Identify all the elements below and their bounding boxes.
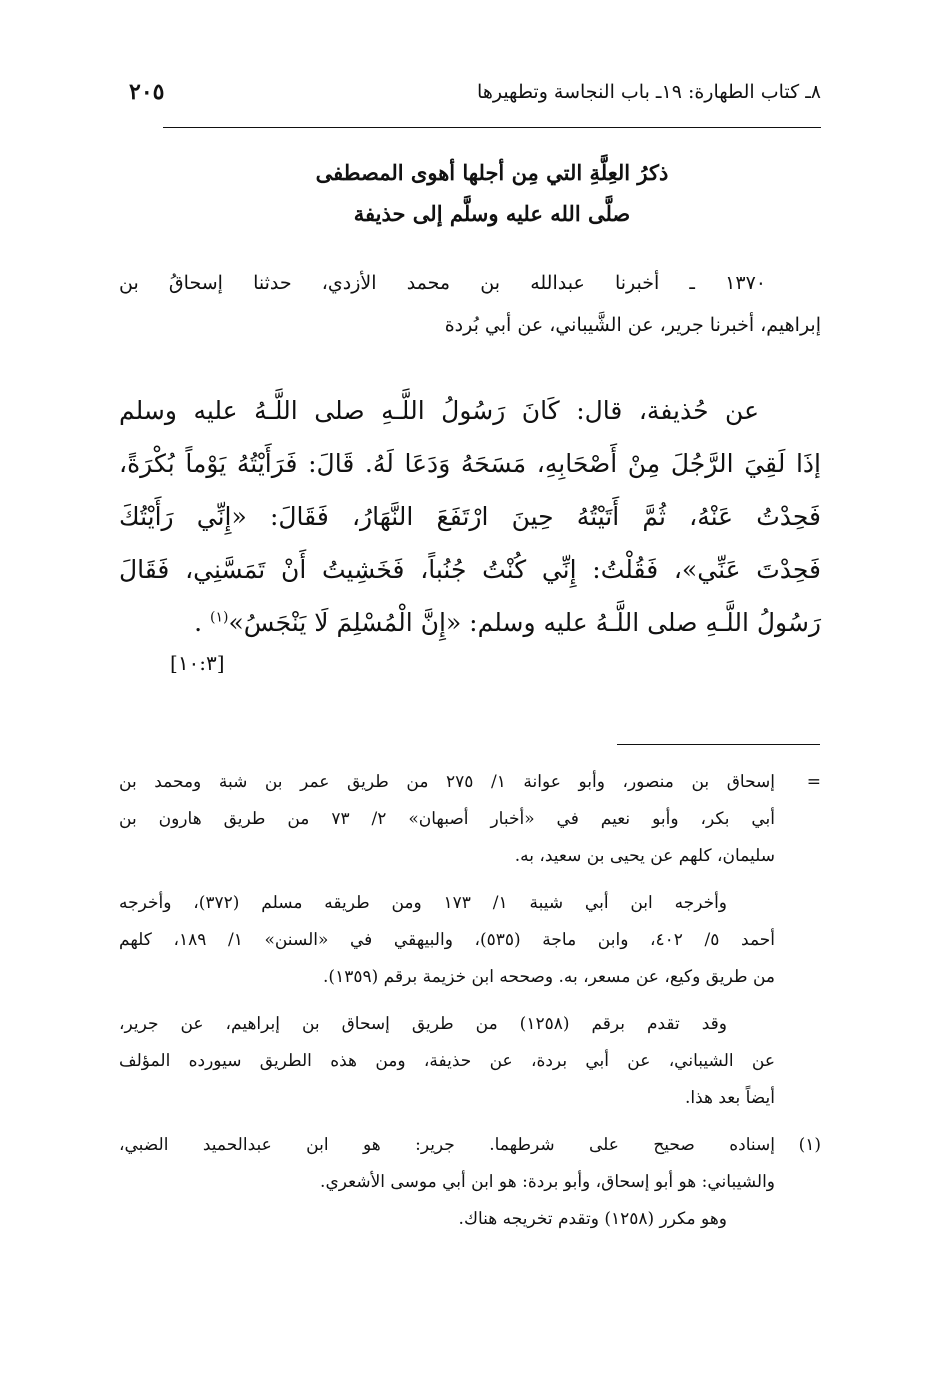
chapter-heading-line-2: صلَّى الله عليه وسلَّم إلى حذيفة — [353, 201, 631, 226]
footnote-paragraph — [119, 1006, 775, 1117]
footnote-line: وهو مكرر (١٢٥٨) وتقدم تخريجه هناك. — [458, 1209, 727, 1229]
matn-line: عن حُذيفة، قال: كَانَ رَسُولُ اللَّـهِ صلى اللَّـهُ عليه وسلم — [119, 396, 759, 425]
footnote-rule — [617, 744, 820, 745]
footnote-line: سليمان، كلهم عن يحيى بن سعيد، به. — [514, 846, 775, 866]
hadith-matn — [119, 384, 821, 649]
footnote-line: أحمد ٥/ ٤٠٢، وابن ماجة (٥٣٥)، والبيهقي في «السنن» ١/ ١٨٩، كلهم — [119, 930, 775, 950]
chapter-heading-line-1: ذكرُ العِلَّةِ التي مِن أجلها أهوى المصطفى — [315, 160, 669, 185]
footnotes — [119, 764, 821, 1248]
footnote-line: والشيباني: هو أبو إسحاق، وأبو بردة: هو ابن أبي موسى الأشعري. — [320, 1172, 775, 1192]
isnad-line: ١٣٧٠ ـ أخبرنا عبدالله بن محمد الأزدي، حدثنا إسحاقُ بن — [119, 272, 766, 294]
running-title: ٨ـ كتاب الطهارة: ١٩ـ باب النجاسة وتطهيرها — [477, 81, 821, 103]
line-end-period: . — [194, 608, 203, 637]
chapter-heading — [163, 152, 821, 234]
matn-line: فَحِدْتُ عَنْهُ، ثُمَّ أَتَيْتُهُ حِينَ ارْتَفَعَ النَّهَارُ، فَقَالَ: «إِنِّي رَأَيْتُكَ — [119, 502, 821, 531]
footnote-line: وأخرجه ابن أبي شيبة ١/ ١٧٣ ومن طريقه مسلم (٣٧٢)، وأخرجه — [119, 893, 728, 913]
matn-line: إذَا لَقِيَ الرَّجُلَ مِنْ أَصْحَابِهِ، مَسَحَهُ وَدَعَا لَهُ. قَالَ: فَرَأَيْتُهُ يَوْماً بُكْرَةً، — [119, 449, 821, 478]
footnote-line: إسناده صحيح على شرطهما. جرير: هو ابن عبدالحميد الضبي، — [119, 1135, 775, 1155]
footnote-line: أبي بكر، وأبو نعيم في «أخبار أصبهان» ٢/ ٧٣ من طريق هارون بن — [119, 809, 776, 829]
footnote-line: إسحاق بن منصور، وأبو عوانة ١/ ٢٧٥ من طريق عمر بن شبة ومحمد بن — [119, 772, 776, 792]
matn-line-text: رَسُولُ اللَّـهِ صلى اللَّـهُ عليه وسلم: «إِنَّ الْمُسْلِمَ لَا يَنْجَسُ» — [228, 608, 821, 637]
footnote-line: من طريق وكيع، عن مسعر، به. وصححه ابن خزيمة برقم (١٣٥٩). — [323, 967, 775, 987]
footnote-1 — [119, 1127, 821, 1238]
running-head — [119, 72, 821, 112]
source-reference: [١٠:٣] — [170, 651, 225, 675]
header-rule — [163, 127, 821, 128]
footnote-line: وقد تقدم برقم (١٢٥٨) من طريق إسحاق بن إبراهيم، عن جرير، — [119, 1014, 728, 1034]
footnote-line: عن الشيباني، عن أبي بردة، عن حذيفة، ومن هذه الطريق سيورده المؤلف — [119, 1051, 775, 1071]
page-number: ٢٠٥ — [129, 79, 165, 105]
footnote-number: (١) — [798, 1135, 821, 1155]
continuation-marker: = — [806, 772, 821, 792]
footnote-reference: (١) — [210, 609, 229, 626]
footnote-line: أيضاً بعد هذا. — [684, 1088, 775, 1108]
isnad-line: إبراهيم، أخبرنا جرير، عن الشَّيباني، عن أبي بُردة — [444, 314, 821, 336]
footnote-continuation — [119, 764, 821, 875]
footnote-paragraph — [119, 885, 775, 996]
matn-line: فَحِدْتَ عَنِّي»، فَقُلْتُ: إِنِّي كُنْتُ جُنُباً، فَخَشِيتُ أَنْ تَمَسَّنِي، فَقَالَ — [119, 555, 821, 584]
footnote-body — [119, 764, 775, 875]
matn-line-final — [119, 596, 821, 649]
footnote-body — [119, 1127, 775, 1238]
hadith-isnad — [119, 262, 821, 346]
